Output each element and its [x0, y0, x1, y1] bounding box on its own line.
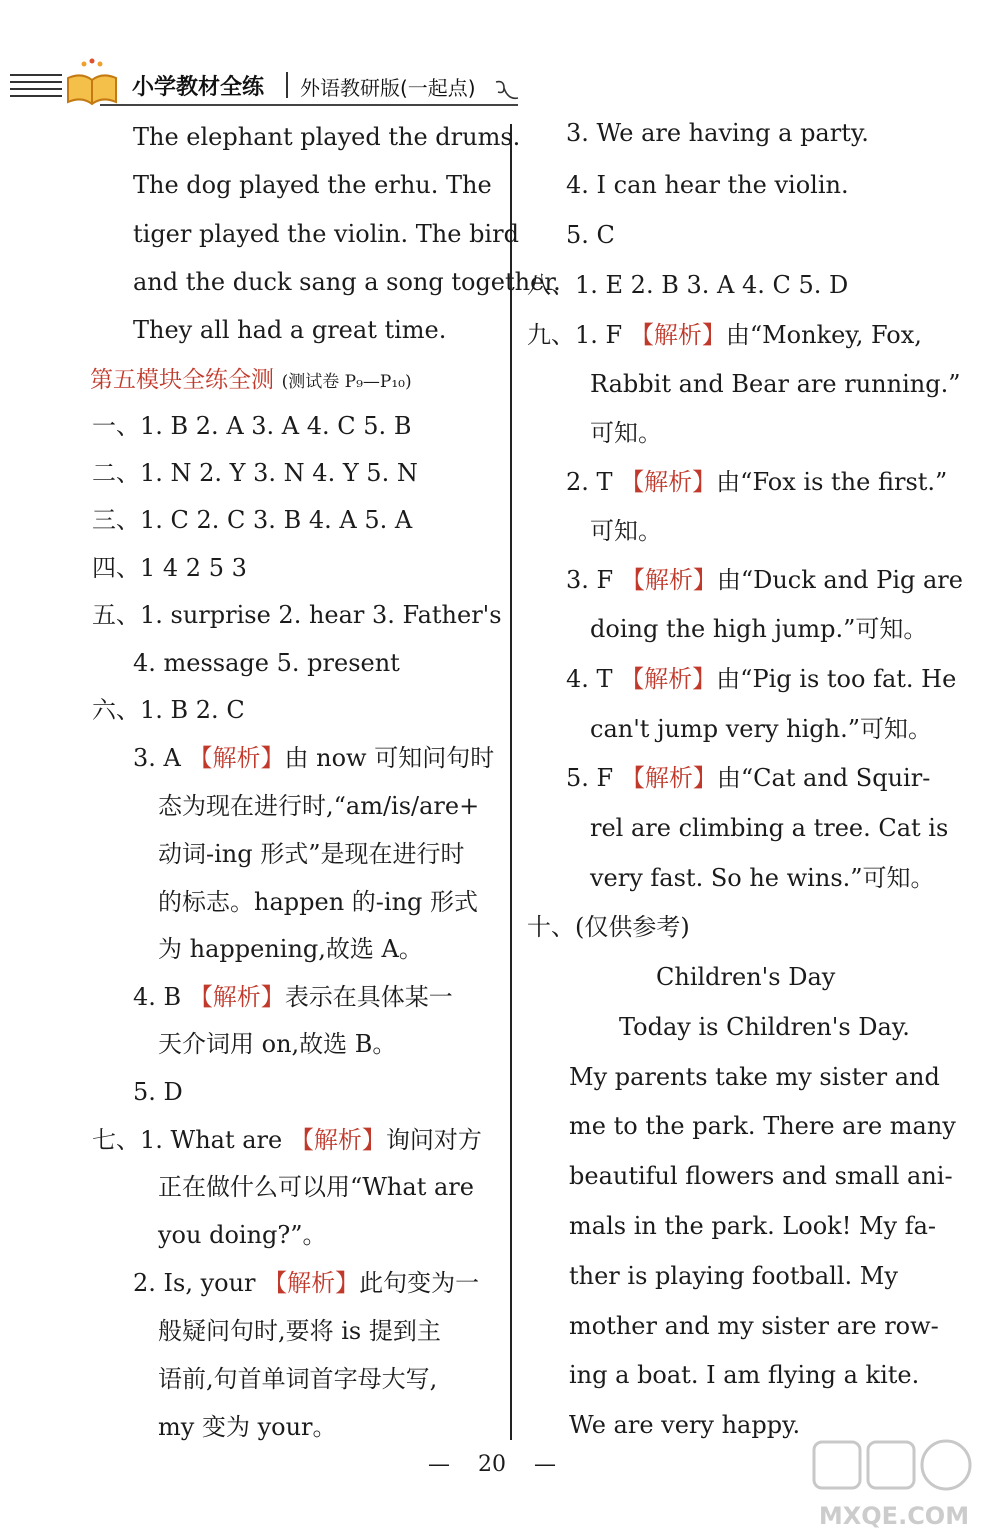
analysis-text: 由“Cat and Squir-	[716, 764, 931, 792]
analysis-line: rel are climbing a tree. Cat is	[590, 814, 949, 842]
answer-line	[92, 1125, 482, 1155]
essay-line: ther is playing football. My	[569, 1262, 898, 1290]
answer-line: 3. We are having a party.	[566, 119, 869, 147]
story-line: and the duck sang a song together.	[133, 268, 561, 296]
answer-number: 4. T	[566, 665, 613, 693]
header-separator	[286, 72, 288, 98]
answer-line: 三、1. C 2. C 3. B 4. A 5. A	[92, 506, 413, 534]
header-rule	[100, 104, 518, 106]
answer-line	[566, 467, 947, 497]
analysis-line: 语前,句首单词首字母大写,	[158, 1365, 438, 1393]
analysis-line: you doing?”。	[158, 1221, 327, 1249]
answer-number: 4. B	[133, 983, 182, 1011]
analysis-text: 表示在具体某一	[284, 983, 453, 1011]
analysis-line: 般疑问句时,要将 is 提到主	[158, 1317, 441, 1345]
book-edition: 外语教研版(一起点)	[300, 76, 476, 100]
answer-number: 5. F	[566, 764, 614, 792]
analysis-tag: 【解析】	[188, 744, 285, 772]
analysis-line: can't jump very high.”可知。	[590, 715, 932, 743]
analysis-tag: 【解析】	[188, 983, 285, 1011]
answer-number: 2. Is, your	[133, 1269, 256, 1297]
answer-line	[133, 1268, 479, 1298]
story-line: The dog played the erhu. The	[133, 171, 492, 199]
analysis-line: 可知。	[590, 517, 662, 545]
answer-number: 3. F	[566, 566, 614, 594]
answer-line	[566, 565, 963, 595]
analysis-text: 询问对方	[385, 1126, 482, 1154]
answer-line	[566, 763, 930, 793]
watermark-logo	[806, 1436, 982, 1536]
analysis-line: very fast. So he wins.”可知。	[590, 864, 935, 892]
analysis-tag: 【解析】	[263, 1269, 360, 1297]
analysis-tag: 【解析】	[620, 566, 717, 594]
analysis-tag: 【解析】	[620, 764, 717, 792]
answer-line: 四、1 4 2 5 3	[92, 554, 247, 582]
essay-title: Children's Day	[656, 963, 836, 991]
answer-number: 七、1. What are	[92, 1126, 283, 1154]
analysis-text: 由“Duck and Pig are	[716, 566, 963, 594]
answer-line	[566, 664, 956, 694]
answer-line	[133, 982, 453, 1012]
story-line: The elephant played the drums.	[133, 123, 521, 151]
essay-line: mals in the park. Look! My fa-	[569, 1212, 937, 1240]
essay-line: me to the park. There are many	[569, 1112, 956, 1140]
analysis-line: 的标志。happen 的-ing 形式	[158, 888, 479, 916]
analysis-text: 由“Monkey, Fox,	[725, 321, 922, 349]
analysis-line: doing the high jump.”可知。	[590, 615, 928, 643]
analysis-text: 由“Pig is too fat. He	[716, 665, 957, 693]
analysis-line: 为 happening,故选 A。	[158, 935, 423, 963]
header-decor-lines	[10, 74, 62, 102]
answer-line: 一、1. B 2. A 3. A 4. C 5. B	[92, 412, 412, 440]
story-line: tiger played the violin. The bird	[133, 220, 519, 248]
column-divider	[510, 124, 512, 1440]
decorative-swirl-icon	[492, 78, 520, 104]
analysis-tag: 【解析】	[289, 1126, 386, 1154]
essay-line: mother and my sister are row-	[569, 1312, 939, 1340]
analysis-line: 天介词用 on,故选 B。	[158, 1030, 397, 1058]
analysis-line: my 变为 your。	[158, 1413, 337, 1441]
answer-line: 4. message 5. present	[133, 649, 400, 677]
essay-line: We are very happy.	[569, 1411, 801, 1439]
answer-line: 十、(仅供参考)	[527, 913, 690, 941]
essay-line: ing a boat. I am flying a kite.	[569, 1361, 920, 1389]
analysis-tag: 【解析】	[620, 468, 717, 496]
page-number-value: 20	[478, 1452, 506, 1477]
analysis-line: 态为现在进行时,“am/is/are+	[158, 792, 480, 820]
essay-line: Today is Children's Day.	[619, 1013, 910, 1041]
answer-line: 八、1. E 2. B 3. A 4. C 5. D	[527, 271, 849, 299]
answer-number: 九、1. F	[527, 321, 623, 349]
answer-line: 5. C	[566, 221, 615, 249]
essay-line: beautiful flowers and small ani-	[569, 1162, 953, 1190]
analysis-line: Rabbit and Bear are running.”	[590, 370, 961, 398]
page-number-dash: —	[428, 1452, 450, 1477]
page-header	[0, 0, 984, 110]
analysis-text: 由“Fox is the first.”	[716, 468, 948, 496]
analysis-text: 此句变为一	[359, 1269, 480, 1297]
page-number-dash: —	[534, 1452, 556, 1477]
answer-line	[133, 743, 494, 773]
story-line: They all had a great time.	[133, 316, 447, 344]
analysis-tag: 【解析】	[620, 665, 717, 693]
answer-line: 二、1. N 2. Y 3. N 4. Y 5. N	[92, 459, 418, 487]
analysis-line: 动词-ing 形式”是现在进行时	[158, 840, 465, 868]
analysis-line: 可知。	[590, 419, 662, 447]
answer-number: 3. A	[133, 744, 181, 772]
analysis-tag: 【解析】	[629, 321, 726, 349]
book-series-title: 小学教材全练	[132, 75, 265, 100]
svg-text:MXQE.COM: MXQE.COM	[818, 1502, 970, 1530]
answer-line: 5. D	[133, 1078, 183, 1106]
analysis-text: 由 now 可知问句时	[284, 744, 495, 772]
open-book-icon	[62, 58, 122, 108]
section-note: (测试卷 P₉—P₁₀)	[281, 372, 412, 392]
essay-line: My parents take my sister and	[569, 1063, 940, 1091]
answer-line	[527, 320, 922, 350]
analysis-line: 正在做什么可以用“What are	[158, 1173, 474, 1201]
section-title: 第五模块全练全测	[90, 367, 274, 393]
section-heading	[90, 364, 412, 397]
answer-line: 五、1. surprise 2. hear 3. Father's	[92, 601, 502, 629]
answer-line: 六、1. B 2. C	[92, 696, 245, 724]
answer-number: 2. T	[566, 468, 613, 496]
answer-line: 4. I can hear the violin.	[566, 171, 849, 199]
